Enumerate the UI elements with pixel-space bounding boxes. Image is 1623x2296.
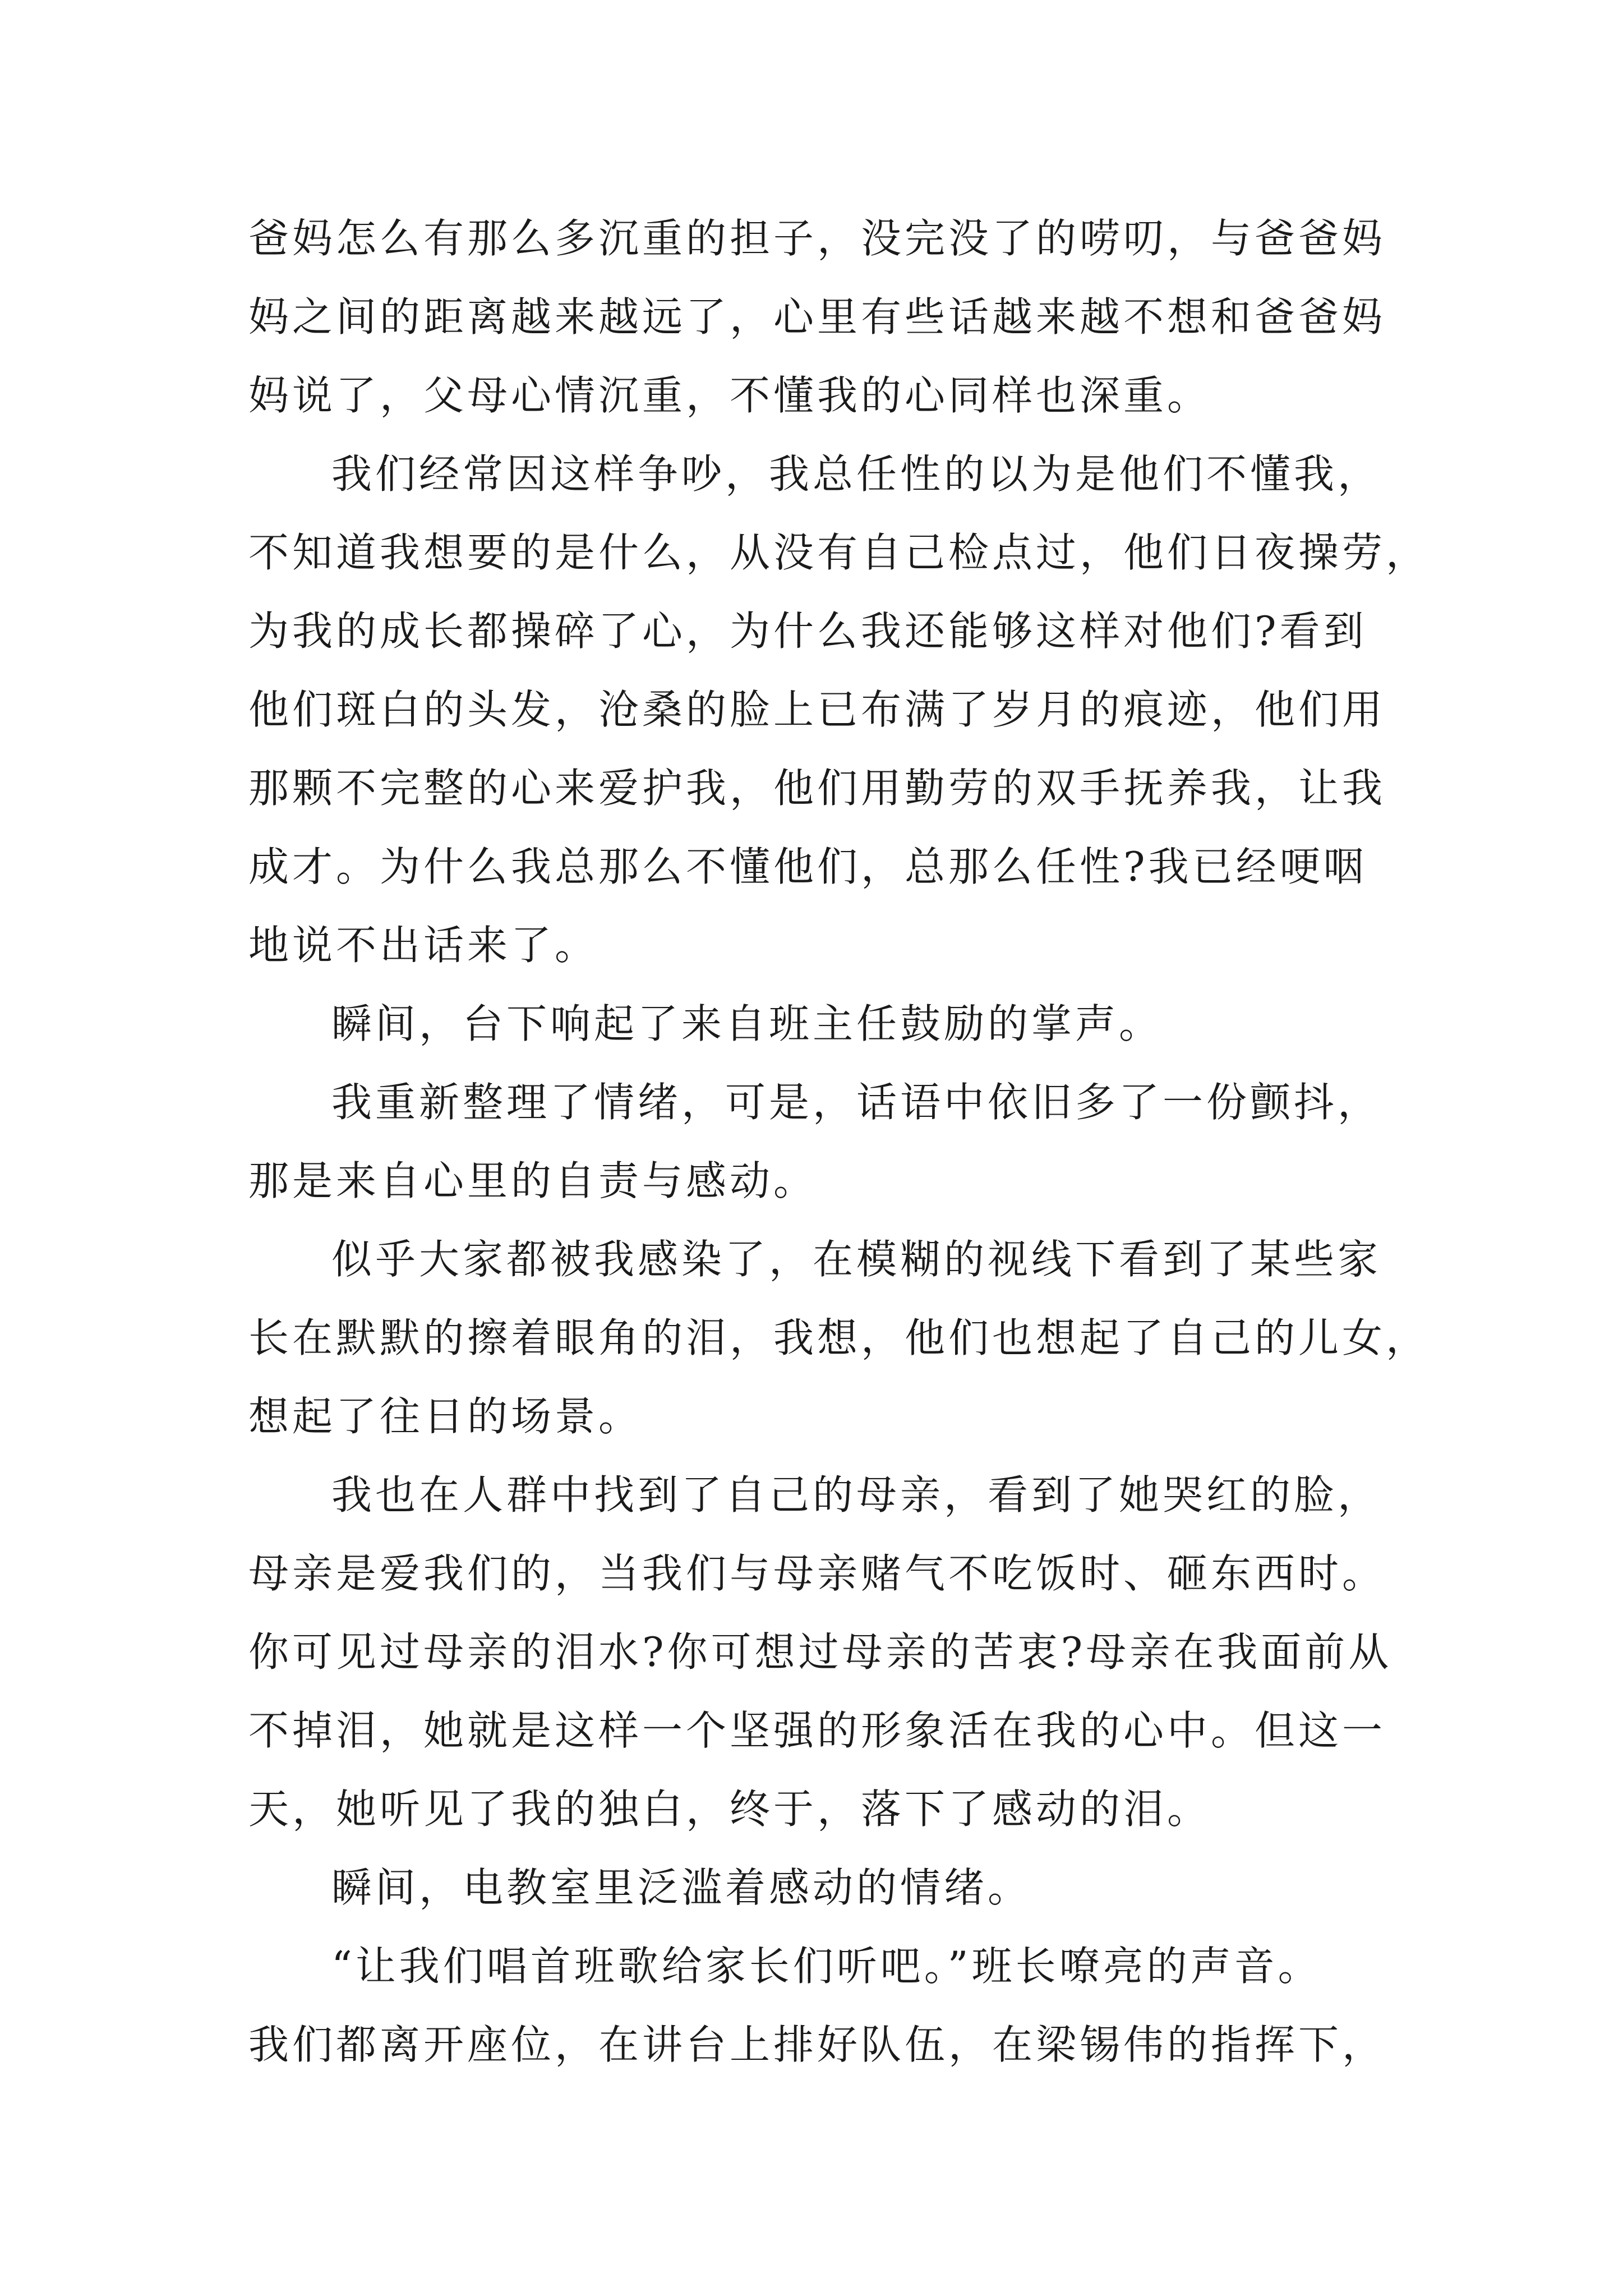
text-line: 妈之间的距离越来越远了，心里有些话越来越不想和爸爸妈 <box>248 293 1386 341</box>
text-line: 母亲是爱我们的，当我们与母亲赌气不吃饭时、砸东西时。 <box>248 1550 1386 1597</box>
text-line: 爸妈怎么有那么多沉重的担子，没完没了的唠叨，与爸爸妈 <box>248 215 1386 262</box>
text-line: 成才。为什么我总那么不懂他们，总那么任性?我已经哽咽 <box>248 843 1367 890</box>
text-line: 我重新整理了情绪，可是，话语中依旧多了一份颤抖， <box>331 1079 1382 1126</box>
text-line: 长在默默的擦着眼角的泪，我想，他们也想起了自己的儿女， <box>248 1314 1430 1361</box>
paragraph <box>248 1848 1388 1927</box>
text-line: 地说不出话来了。 <box>248 922 599 969</box>
text-line: 我也在人群中找到了自己的母亲，看到了她哭红的脸， <box>331 1471 1382 1519</box>
paragraph <box>248 984 1388 1063</box>
text-line: 瞬间，电教室里泛滥着感动的情绪。 <box>331 1864 1032 1911</box>
text-line: 那颗不完整的心来爱护我，他们用勤劳的双手抚养我，让我 <box>248 765 1386 812</box>
text-line: 我们经常因这样争吵，我总任性的以为是他们不懂我， <box>331 450 1382 498</box>
text-line: 不掉泪，她就是这样一个坚强的形象活在我的心中。但这一 <box>248 1707 1386 1754</box>
paragraph <box>248 435 1430 984</box>
text-line: 妈说了，父母心情沉重，不懂我的心同样也深重。 <box>248 372 1211 419</box>
text-line: 天，她听见了我的独白，终于，落下了感动的泪。 <box>248 1786 1211 1833</box>
text-line: “让我们唱首班歌给家长们听吧。”班长嘹亮的声音。 <box>331 1943 1322 1990</box>
text-line: 瞬间，台下响起了来自班主任鼓励的掌声。 <box>331 1000 1163 1047</box>
text-line: 不知道我想要的是什么，从没有自己检点过，他们日夜操劳， <box>248 529 1430 576</box>
paragraph <box>248 1927 1388 2084</box>
text-line: 他们斑白的头发，沧桑的脸上已布满了岁月的痕迹，他们用 <box>248 686 1386 733</box>
paragraph <box>248 1456 1393 1848</box>
text-line: 你可见过母亲的泪水?你可想过母亲的苦衷?母亲在我面前从 <box>248 1628 1393 1676</box>
text-line: 想起了往日的场景。 <box>248 1393 643 1440</box>
text-line: 似乎大家都被我感染了，在模糊的视线下看到了某些家 <box>331 1236 1382 1283</box>
paragraph <box>248 1220 1430 1456</box>
text-line: 我们都离开座位，在讲台上排好队伍，在梁锡伟的指挥下， <box>248 2021 1386 2068</box>
text-line: 那是来自心里的自责与感动。 <box>248 1157 818 1204</box>
text-line: 为我的成长都操碎了心，为什么我还能够这样对他们?看到 <box>248 608 1367 655</box>
document-body <box>248 199 1430 2084</box>
paragraph <box>248 1063 1388 1220</box>
paragraph <box>248 199 1388 435</box>
